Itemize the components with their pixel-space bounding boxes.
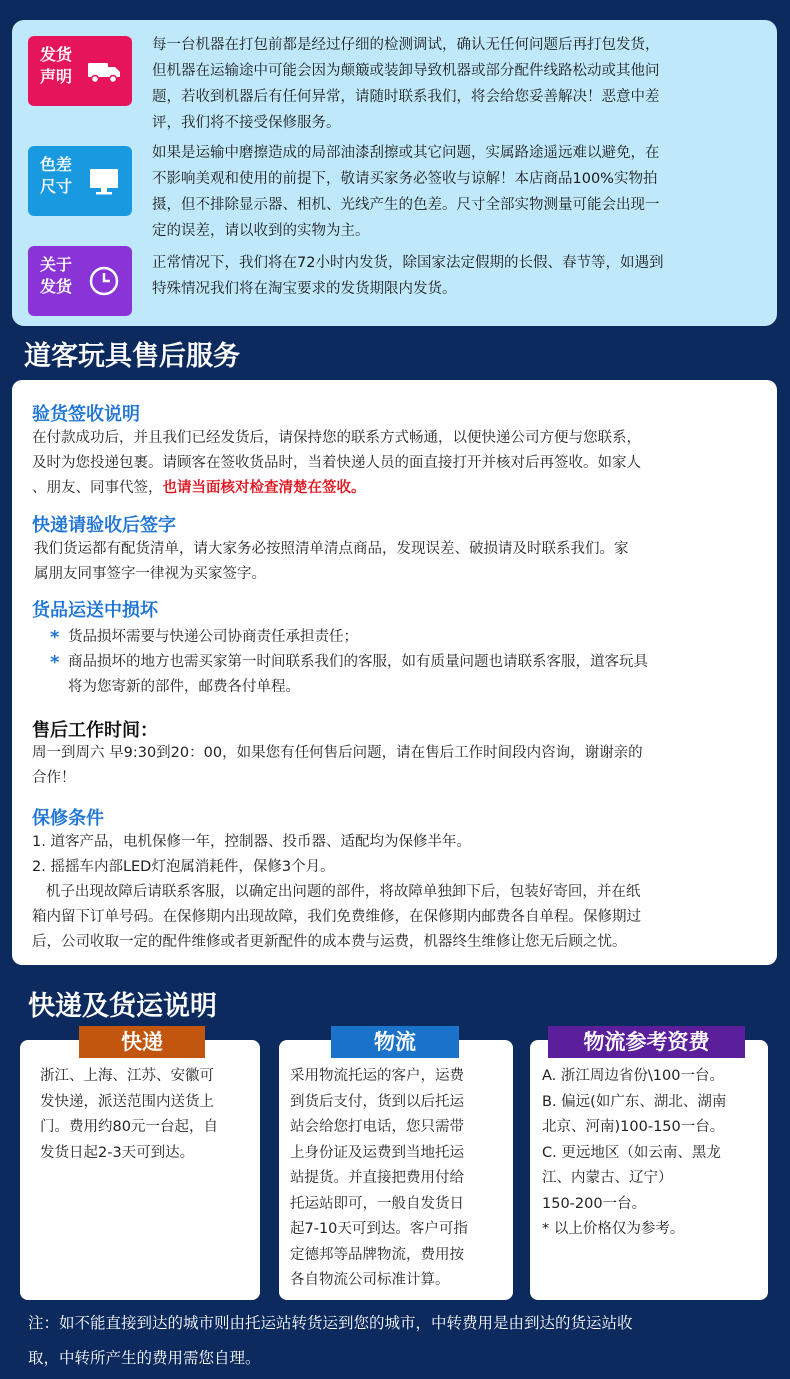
card-line: 托运站即可，一般自发货日 [290, 1195, 464, 1212]
damage-item-text: 商品损坏的地方也需买家第一时间联系我们的客服，如有质量问题也请联系客服，道客玩具 [68, 654, 648, 670]
damage-item-text: 货品损坏需要与快递公司协商责任承担责任； [68, 629, 358, 645]
card-line: 北京、河南)100-150一台。 [542, 1119, 725, 1135]
card-line: * 以上价格仅为参考。 [542, 1221, 685, 1237]
notice-color-size [28, 140, 763, 244]
notice-line: 正常情况下，我们将在72小时内发货，除国家法定假期的长假、春节等，如遇到 [152, 255, 664, 271]
card-line: 各自物流公司标准计算。 [290, 1272, 450, 1288]
notice-about-shipping [28, 250, 763, 320]
notice-text [152, 32, 763, 136]
star-bullet: * [50, 627, 60, 648]
card-line: 定德邦等品牌物流，费用按 [290, 1246, 464, 1263]
damage-item [50, 650, 761, 700]
inspect-heading: 验货签收说明 [32, 404, 140, 425]
badge-label: 关于 发货 [39, 255, 72, 296]
notice-line: 题，若收到机器后有任何异常，请随时联系我们，将会给您妥善解决！恶意中差 [152, 89, 660, 105]
inspect-text [32, 426, 761, 501]
rates-card-text [542, 1064, 726, 1243]
damage-item-text: 将为您寄新的部件，邮费各付单程。 [68, 679, 300, 695]
truck-icon [86, 54, 122, 88]
badge-shipping-statement [28, 36, 132, 106]
courier-heading: 快递请验收后签字 [32, 515, 176, 536]
inspect-line [32, 476, 761, 501]
hours-line: 周一到周六 早9:30到20：00，如果您有任何售后问题，请在售后工作时间段内咨询，谢谢亲的 [32, 745, 643, 761]
notice-line: 每一台机器在打包前都是经过仔细的检测调试，确认无任何问题后再打包发货， [152, 37, 660, 53]
after-sales-title: 道客玩具售后服务 [24, 341, 240, 372]
card-line: A. 浙江周边省份\100一台。 [542, 1068, 724, 1084]
courier-card [20, 1040, 260, 1300]
notice-panel [12, 20, 777, 326]
monitor-icon [86, 164, 122, 198]
star-bullet: * [50, 652, 60, 673]
rates-tab: 物流参考资费 [548, 1026, 745, 1058]
hours-line: 合作！ [32, 770, 76, 786]
damage-item [50, 625, 761, 650]
warranty-line: 2. 摇摇车内部LED灯泡属消耗件，保修3个月。 [32, 859, 335, 875]
logistics-tab: 物流 [331, 1026, 459, 1058]
notice-line: 定的误差，请以收到的实物为主。 [152, 223, 370, 239]
card-line: 到货后支付，货到以后托运 [290, 1093, 464, 1110]
footnote-line: 取，中转所产生的费用需您自理。 [28, 1349, 261, 1367]
warranty-text [32, 830, 761, 955]
warranty-line: 机子出现故障后请联系客服，以确定出问题的部件，将故障单独卸下后，包装好寄回，并在纸 [32, 884, 641, 900]
notice-line: 不影响美观和使用的前提下，敬请买家务必签收与谅解！本店商品100%实物拍 [152, 171, 658, 187]
notice-line: 但机器在运输途中可能会因为颠簸或装卸导致机器或部分配件线路松动或其他问 [152, 63, 660, 79]
badge-about-shipping [28, 246, 132, 316]
notice-text [152, 140, 763, 244]
notice-shipping-statement [28, 32, 763, 136]
card-line: C. 更远地区（如云南、黑龙 [542, 1144, 721, 1161]
courier-tab: 快递 [79, 1026, 205, 1058]
warranty-line: 1. 道客产品，电机保修一年，控制器、投币器、适配均为保修半年。 [32, 834, 471, 850]
notice-line: 如果是运输中磨擦造成的局部油漆刮擦或其它问题，实属路途遥远难以避免，在 [152, 145, 660, 161]
card-line: 江、内蒙古、辽宁） [542, 1170, 673, 1186]
badge-label: 色差 尺寸 [39, 155, 72, 196]
courier-card-text [40, 1064, 218, 1166]
courier-line: 我们货运都有配货清单，请大家务必按照清单清点商品，发现误差、破损请及时联系我们。家 [34, 541, 629, 557]
card-line: 站提货。并直接把费用付给 [290, 1170, 464, 1186]
card-line: 采用物流托运的客户，运费 [290, 1068, 464, 1084]
damage-heading: 货品运送中损坏 [32, 600, 158, 621]
card-line: 发货日起2-3天可到达。 [40, 1144, 195, 1161]
hours-heading: 售后工作时间： [32, 720, 158, 741]
card-line: 起7-10天可到达。客户可指 [290, 1221, 468, 1237]
after-sales-panel [12, 380, 777, 965]
card-line: 门。费用约80元一台起，自 [40, 1119, 218, 1135]
rates-card [530, 1040, 768, 1300]
inspect-line: 在付款成功后，并且我们已经发货后，请保持您的联系方式畅通，以便快递公司方便与您联系， [32, 430, 641, 446]
hours-text [32, 741, 761, 791]
card-line: 站会给您打电话，您只需带 [290, 1119, 464, 1135]
warranty-heading: 保修条件 [32, 808, 104, 829]
inspect-line-text: 、朋友、同事代签， [32, 480, 163, 496]
card-line: 150-200一台。 [542, 1195, 647, 1212]
shipping-title: 快递及货运说明 [28, 991, 217, 1022]
logistics-card [279, 1040, 513, 1300]
warranty-line: 后，公司收取一定的配件维修或者更新配件的成本费与运费，机器终生维修让您无后顾之忧。 [32, 934, 627, 950]
notice-line: 摄，但不排除显示器、相机、光线产生的色差。尺寸全部实物测量可能会出现一 [152, 197, 660, 213]
notice-line: 评，我们将不接受保修服务。 [152, 115, 341, 131]
card-line: B. 偏远(如广东、湖北、湖南 [542, 1093, 727, 1110]
notice-text [152, 250, 763, 302]
notice-line: 特殊情况我们将在淘宝要求的发货期限内发货。 [152, 281, 457, 297]
badge-color-size [28, 146, 132, 216]
card-line: 上身份证及运费到当地托运 [290, 1144, 464, 1161]
courier-text [34, 537, 761, 587]
courier-line: 属朋友同事签字一律视为买家签字。 [34, 566, 266, 582]
inspect-line: 及时为您投递包裹。请顾客在签收货品时，当着快递人员的面直接打开并核对后再签收。如家人 [32, 455, 641, 471]
card-line: 浙江、上海、江苏、安徽可 [40, 1068, 214, 1084]
logistics-card-text [290, 1064, 468, 1294]
card-line: 发快递，派送范围内送货上 [40, 1093, 214, 1110]
badge-label: 发货 声明 [39, 45, 72, 86]
footnote-line: 注：如不能直接到达的城市则由托运站转货运到您的城市，中转费用是由到达的货运站收 [28, 1314, 633, 1332]
footnote [28, 1306, 766, 1376]
inspect-warning: 也请当面核对检查清楚在签收。 [162, 480, 366, 496]
clock-icon [86, 264, 122, 298]
warranty-line: 箱内留下订单号码。在保修期内出现故障，我们免费维修，在保修期内邮费各自单程。保修期过 [32, 909, 641, 925]
